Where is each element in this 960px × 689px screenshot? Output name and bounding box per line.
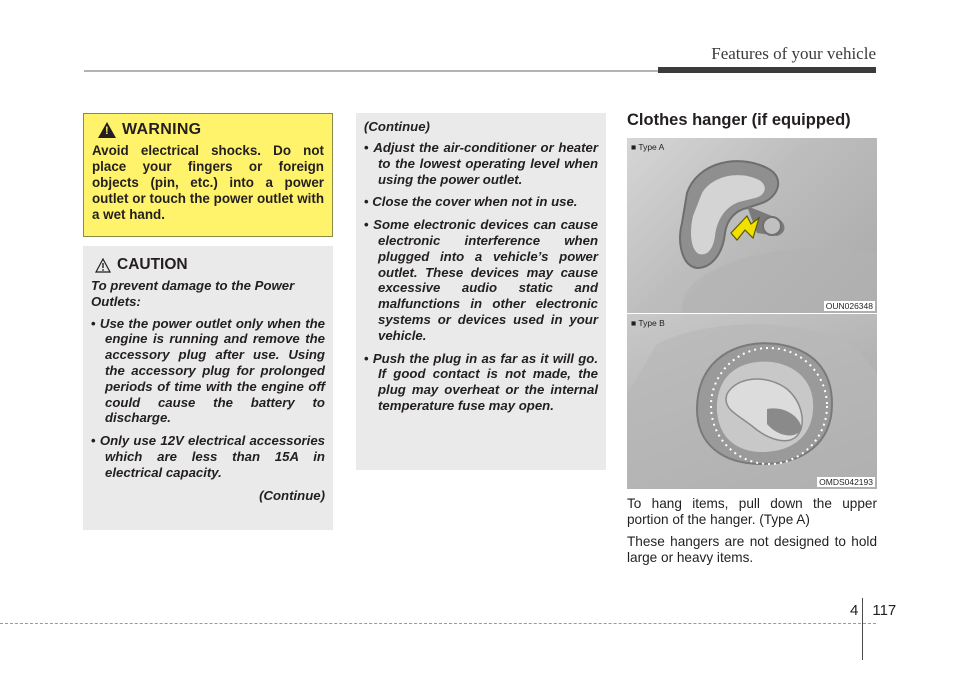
- section-title: Clothes hanger (if equipped): [627, 111, 851, 129]
- warning-box: [83, 113, 333, 237]
- warning-triangle-icon: !: [98, 122, 116, 138]
- figure-type-label: ■ Type A: [631, 142, 665, 152]
- warning-title: WARNING: [122, 121, 202, 138]
- hanger-type-b-figure: [627, 314, 877, 489]
- chapter-number: 4: [850, 602, 859, 619]
- caution-continued-box: [356, 113, 606, 470]
- body-paragraph: These hangers are not designed to hold large or heavy items.: [627, 534, 877, 565]
- hanger-type-b-illustration: [627, 314, 877, 489]
- caution-title: CAUTION: [117, 256, 188, 273]
- caution-intro: To prevent damage to the Power Outlets:: [91, 278, 295, 309]
- caution-box: [83, 246, 333, 530]
- figure-code: OUN026348: [825, 301, 873, 311]
- page-number-value: 117: [872, 602, 897, 619]
- figure-type-label: ■ Type B: [631, 318, 665, 328]
- page-number-separator: [862, 598, 863, 660]
- warning-header: [98, 121, 324, 139]
- continue-label: (Continue): [259, 487, 325, 503]
- figure-code: OMDS042193: [819, 477, 873, 487]
- footer-rule: [0, 623, 876, 624]
- hanger-type-a-figure: [627, 138, 877, 313]
- caution-bullet: • Use the power outlet only when the engine is running and remove the accessory plug after use. Using the accessory plug for prolonged periods of time with the engine off could cause the battery to discharge.: [91, 316, 325, 427]
- hanger-type-a-illustration: [627, 138, 877, 313]
- caution-triangle-icon: [95, 258, 111, 273]
- caution-bullet: • Some electronic devices can cause electronic interference when plugged into a vehicle’s power outlet. These devices may cause excessive audio static and malfunctions in other electronic systems or devices used in your vehicle.: [364, 217, 598, 343]
- warning-text: Avoid electrical shocks. Do not place your fingers or foreign objects (pin, etc.) into a power outlet or touch the power outlet with a wet hand.: [92, 143, 324, 222]
- caution-header: [95, 256, 325, 274]
- caution-bullet: • Adjust the air-conditioner or heater to the lowest operating level when using the power outlet.: [364, 140, 598, 187]
- header-rule-accent: [658, 67, 876, 73]
- caution-bullet: • Only use 12V electrical accessories which are less than 15A in electrical capacity.: [91, 433, 325, 480]
- page-header-title: Features of your vehicle: [711, 44, 876, 63]
- caution-bullet: • Push the plug in as far as it will go. If good contact is not made, the plug may overheat or the internal temperature fuse may open.: [364, 351, 598, 414]
- continue-label: (Continue): [364, 119, 430, 134]
- page-number: [850, 602, 896, 619]
- caution-bullet: • Close the cover when not in use.: [364, 194, 598, 210]
- body-paragraph: To hang items, pull down the upper portion of the hanger. (Type A): [627, 496, 877, 527]
